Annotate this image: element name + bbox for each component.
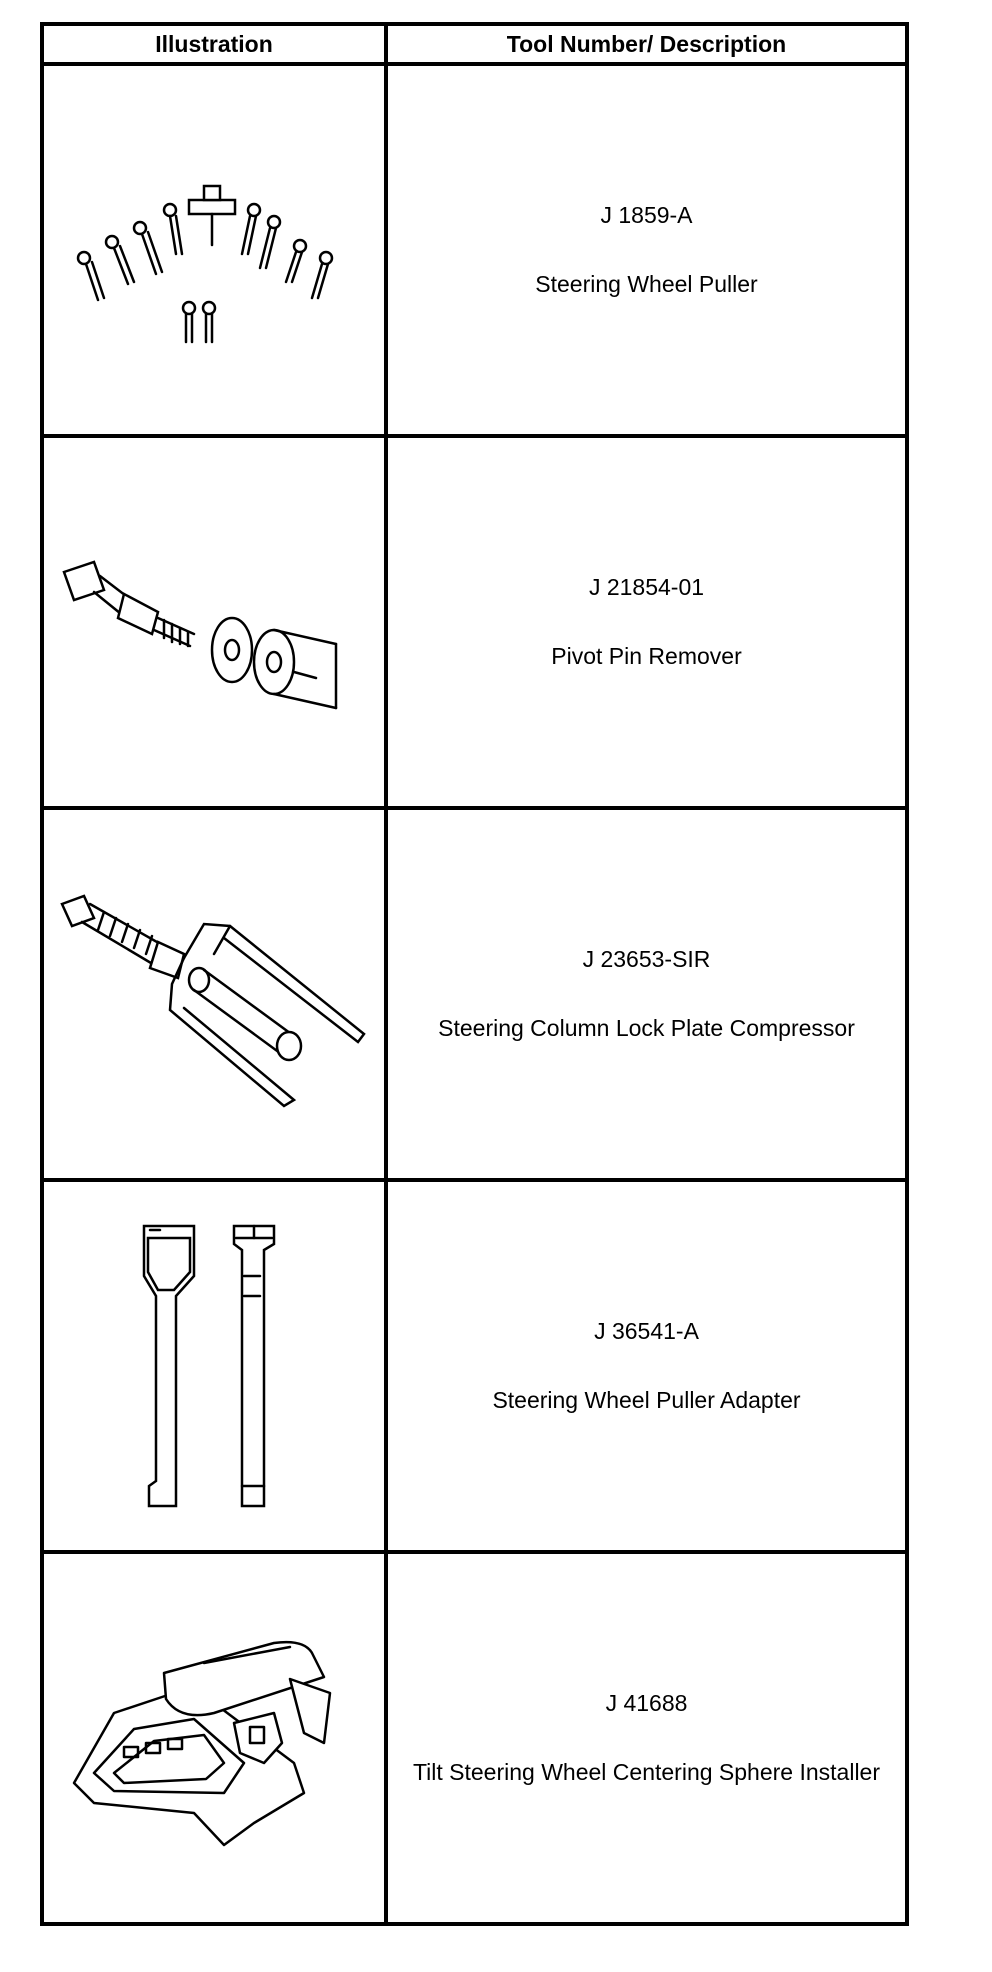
tool-description: Pivot Pin Remover	[551, 643, 742, 669]
tool-description: Steering Column Lock Plate Compressor	[438, 1015, 855, 1041]
header-illustration: Illustration	[42, 24, 386, 64]
tool-description: Steering Wheel Puller Adapter	[492, 1387, 801, 1413]
pivot-pin-remover-icon	[54, 522, 374, 722]
tool-number: J 23653-SIR	[582, 946, 711, 972]
illustration-cell	[42, 64, 386, 436]
table-row	[42, 436, 907, 808]
tool-description: Tilt Steering Wheel Centering Sphere Installer	[412, 1759, 881, 1785]
steering-wheel-puller-icon	[64, 150, 364, 350]
centering-sphere-installer-icon	[54, 1623, 374, 1853]
description-cell	[386, 1552, 907, 1924]
tool-description: Steering Wheel Puller	[535, 271, 758, 297]
tool-number: J 1859-A	[600, 202, 693, 228]
table-row	[42, 1180, 907, 1552]
puller-adapter-icon	[114, 1216, 314, 1516]
illustration-cell	[42, 1180, 386, 1552]
lock-plate-compressor-icon	[54, 874, 374, 1114]
description-cell	[386, 808, 907, 1180]
tool-number: J 21854-01	[588, 574, 705, 600]
table-row	[42, 808, 907, 1180]
table-row	[42, 64, 907, 436]
description-cell	[386, 436, 907, 808]
description-cell	[386, 64, 907, 436]
header-tool-description: Tool Number/ Description	[386, 24, 907, 64]
description-cell	[386, 1180, 907, 1552]
illustration-cell	[42, 808, 386, 1180]
illustration-cell	[42, 1552, 386, 1924]
tool-number: J 36541-A	[594, 1318, 699, 1344]
tools-table	[40, 22, 909, 1926]
table-row	[42, 1552, 907, 1924]
illustration-cell	[42, 436, 386, 808]
table-header-row	[42, 24, 907, 64]
tool-number: J 41688	[605, 1690, 688, 1716]
